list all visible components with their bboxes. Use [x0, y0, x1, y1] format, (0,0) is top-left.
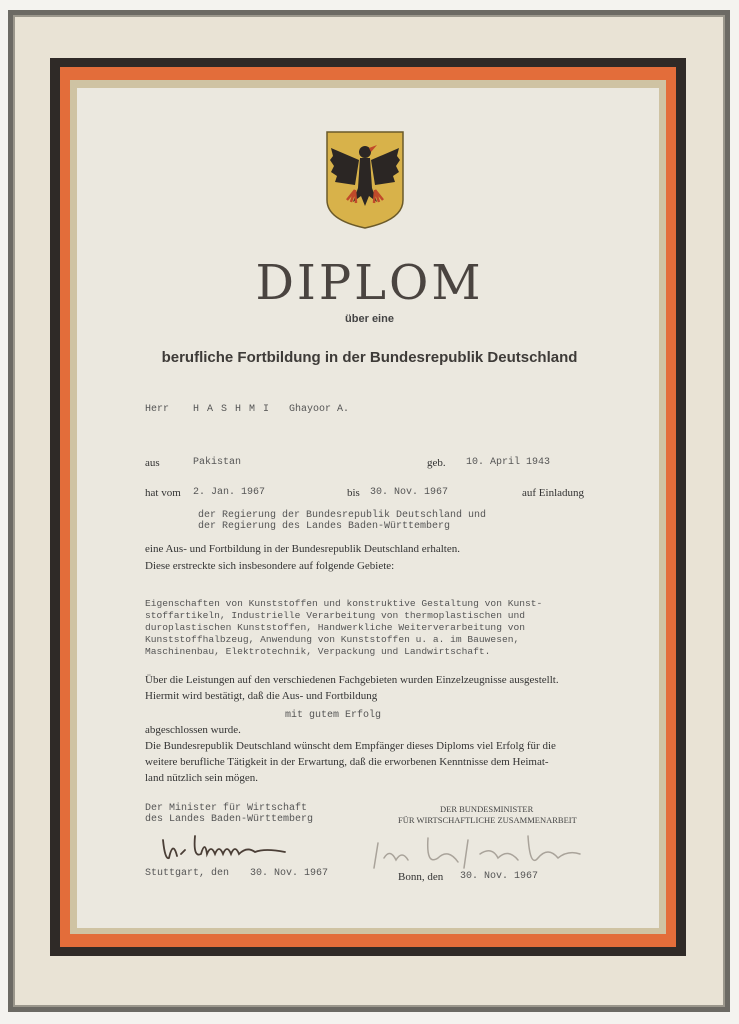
signatory-right-line: FÜR WIRTSCHAFTLICHE ZUSAMMENARBEIT: [398, 815, 577, 825]
period-from-label: hat vom: [145, 487, 181, 499]
period-to: 30. Nov. 1967: [370, 487, 449, 498]
certification-line: Über die Leistungen auf den verschiedenen Fachgebieten wurden Einzelzeugnisse ausgestellt.: [145, 674, 559, 686]
place-left-date: 30. Nov. 1967: [250, 868, 329, 879]
recipient-given-name: Ghayoor A.: [289, 404, 350, 415]
subject-line: Kunststoffhalbzeug, Anwendung von Kunststoffen u. a. im Bauwesen,: [145, 634, 520, 645]
wishes-line: land nützlich sein mögen.: [145, 772, 259, 784]
period-from: 2. Jan. 1967: [193, 487, 266, 498]
signatory-left-line: Der Minister für Wirtschaft: [145, 803, 308, 814]
subjects-paragraph: [145, 598, 615, 658]
inviter-line: der Regierung des Landes Baden-Württemberg: [198, 521, 451, 532]
training-line: eine Aus- und Fortbildung in der Bundesrepublik Deutschland erhalten.: [145, 543, 460, 555]
wishes-line: weitere berufliche Tätigkeit in der Erwartung, daß die erworbenen Kenntnisse dem Heimat-: [145, 756, 549, 768]
signatory-left-line: des Landes Baden-Württemberg: [145, 814, 314, 825]
period-to-label: bis: [347, 487, 360, 499]
completed-text: abgeschlossen wurde.: [145, 724, 241, 736]
subtitle-large: berufliche Fortbildung in der Bundesrepublik Deutschland: [161, 349, 578, 366]
signature-left: [155, 830, 305, 865]
invitation-label: auf Einladung: [522, 487, 585, 499]
subject-line: Maschinenbau, Elektrotechnik, Verpackung und Landwirtschaft.: [145, 646, 491, 657]
place-left-city: Stuttgart, den: [145, 868, 230, 879]
place-right-date: 30. Nov. 1967: [460, 871, 539, 882]
signature-right: [368, 828, 588, 873]
training-line: Diese erstreckte sich insbesondere auf folgende Gebiete:: [145, 560, 395, 572]
federal-eagle-icon: [325, 130, 405, 230]
signatory-right-line: DER BUNDESMINISTER: [440, 804, 534, 814]
certification-line: Hiermit wird bestätigt, daß die Aus- und Fortbildung: [145, 690, 378, 702]
subtitle-small: über eine: [345, 313, 394, 325]
recipient-salutation: Herr: [145, 404, 170, 415]
result-text: mit gutem Erfolg: [285, 710, 382, 721]
origin-label: aus: [145, 457, 160, 469]
birth-label: geb.: [427, 457, 446, 469]
subject-line: Eigenschaften von Kunststoffen und konstruktive Gestaltung von Kunst-: [145, 598, 543, 609]
birth-value: 10. April 1943: [466, 457, 551, 468]
recipient-surname: H A S H M I: [193, 404, 271, 415]
subject-line: stoffartikeln, Industrielle Verarbeitung von thermoplastischen und: [145, 610, 525, 621]
wishes-line: Die Bundesrepublik Deutschland wünscht dem Empfänger dieses Diploms viel Erfolg für die: [145, 740, 556, 752]
subject-line: duroplastischen Kunststoffen, Handwerkliche Weiterverarbeitung von: [145, 622, 525, 633]
place-right-city: Bonn, den: [398, 871, 444, 883]
origin-value: Pakistan: [193, 457, 242, 468]
diploma-title: DIPLOM: [255, 255, 484, 311]
inviter-line: der Regierung der Bundesrepublik Deutschland und: [198, 510, 487, 521]
